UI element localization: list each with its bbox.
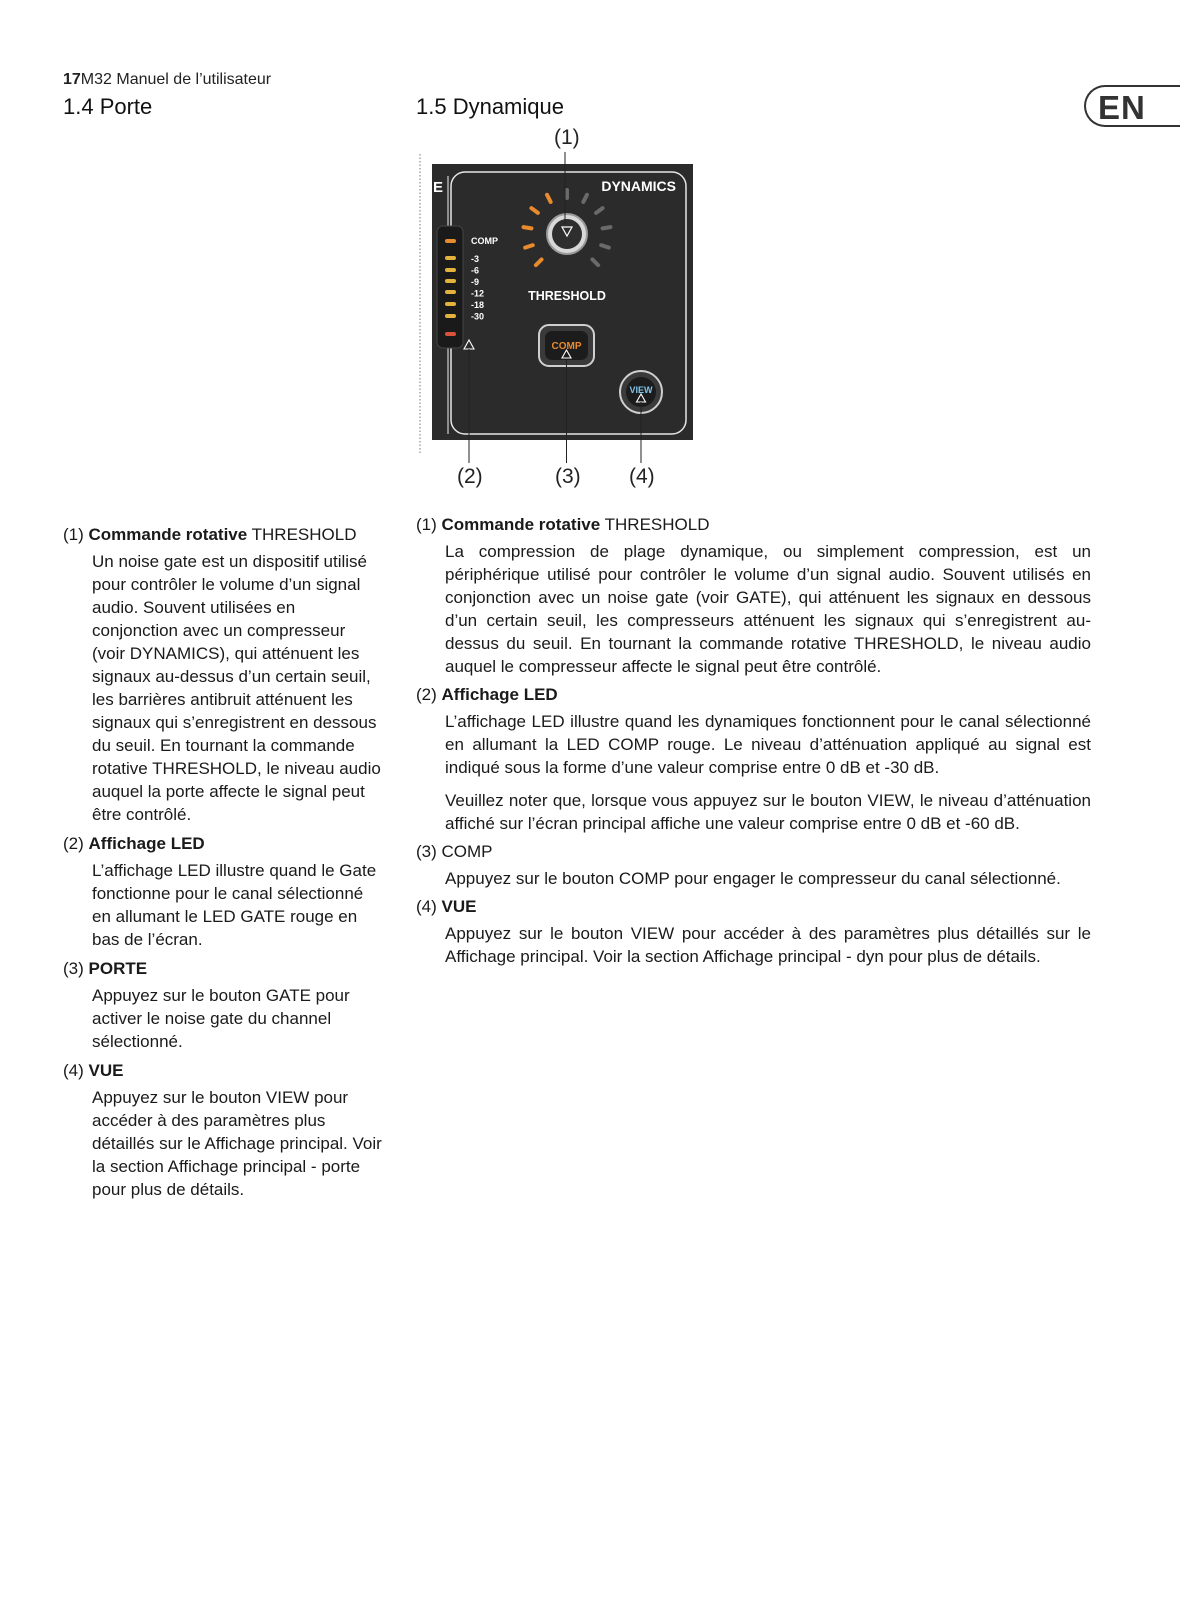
item-number: (2) <box>63 834 84 853</box>
knob-scale-mark <box>524 227 532 228</box>
item-paragraph: Appuyez sur le bouton VIEW pour accéder à des paramètres plus détaillés sur le Affichage principal. Voir la section Affichage principal - dyn pour plus de détails. <box>445 924 1091 966</box>
item-number: (3) <box>416 842 437 861</box>
panel-label: DYNAMICS <box>601 178 676 194</box>
manual-title: M32 Manuel de l’utilisateur <box>80 71 272 88</box>
led-segment <box>445 314 456 318</box>
led-segment <box>445 239 456 243</box>
led-segment <box>445 290 456 294</box>
meter-tick-label: -3 <box>471 254 480 264</box>
knob-scale-mark <box>601 245 609 247</box>
item-heading <box>63 1059 383 1082</box>
meter-tick-label: -6 <box>471 265 480 276</box>
language-code: EN <box>1098 89 1146 126</box>
description-item <box>416 840 1091 890</box>
item-label: Affichage LED <box>441 685 558 704</box>
item-number: (4) <box>63 1061 84 1080</box>
meter-label: COMP <box>471 236 498 246</box>
comp-button-label: COMP <box>551 341 582 352</box>
item-label-plain: COMP <box>441 842 493 861</box>
description-item <box>416 683 1091 835</box>
section-title-porte: 1.4 Porte <box>63 94 153 119</box>
item-heading <box>63 523 383 546</box>
callout-4: (4) <box>629 465 655 488</box>
item-number: (3) <box>63 959 84 978</box>
item-paragraph: Appuyez sur le bouton VIEW pour accéder à des paramètres plus détaillés sur le Affichage principal. Voir la section Affichage principal - porte pour plus de détails. <box>92 1088 382 1199</box>
item-heading <box>416 840 1091 863</box>
description-item <box>416 513 1091 678</box>
item-label: Commande rotative <box>441 515 601 534</box>
item-label-plain: THRESHOLD <box>600 515 710 534</box>
language-badge <box>1084 85 1180 127</box>
led-segment <box>445 279 456 283</box>
description-item <box>63 957 383 1053</box>
item-heading <box>416 683 1091 706</box>
description-item <box>63 523 383 826</box>
led-segment <box>445 302 456 306</box>
view-button-label: VIEW <box>629 385 653 395</box>
meter-tick-label: -9 <box>471 277 480 287</box>
item-heading <box>63 957 383 980</box>
callout-3: (3) <box>555 465 581 488</box>
description-item <box>416 895 1091 968</box>
section-title-dynamique: 1.5 Dynamique <box>416 94 564 119</box>
item-heading <box>416 895 1091 918</box>
knob-label: THRESHOLD <box>528 289 606 303</box>
item-heading <box>63 832 383 855</box>
dynamics-panel-diagram <box>415 128 705 498</box>
item-label: Affichage LED <box>88 834 205 853</box>
item-paragraph: Un noise gate est un dispositif utilisé pour contrôler le volume d’un signal audio. Souvent utilisées en conjonction avec un compresseur (voir DYNAMICS), qui atténuent les signaux au-dessus d’un certain seuil, les barrières antibruit atténuent les signaux qui s’enregistrent en dessous du seuil. En tournant la commande rotative THRESHOLD, le niveau audio auquel la porte affecte le signal peut être contrôlé. <box>92 552 381 824</box>
item-heading <box>416 513 1091 536</box>
dynamics-panel-illustration <box>415 128 705 498</box>
item-label: PORTE <box>88 959 148 978</box>
meter-tick-label: -18 <box>471 300 485 310</box>
item-number: (1) <box>63 525 84 544</box>
page-number: 17 <box>63 71 81 88</box>
item-paragraph: Appuyez sur le bouton GATE pour activer le noise gate du channel sélectionné. <box>92 986 350 1051</box>
item-paragraph: La compression de plage dynamique, ou simplement compression, est un périphérique utilisé pour contrôler le volume d’un signal audio. Souvent utilisés en conjonction avec un noise gate (voir GATE), qui atténuent les signaux en dessous d’un certain seuil, les compresseurs atténuent les signaux qui s’enregistrent au-dessus du seuil. En tournant la commande rotative THRESHOLD, le niveau audio auquel le compresseur affecte le signal peut être contrôlé. <box>445 542 1091 676</box>
callout-1: (1) <box>554 126 580 149</box>
dynamique-description <box>416 513 1091 973</box>
meter-tick-label: -30 <box>471 311 485 322</box>
led-segment <box>445 268 456 272</box>
threshold-knob <box>552 219 582 249</box>
knob-scale-mark <box>603 227 611 228</box>
description-item <box>63 1059 383 1201</box>
page-header <box>63 71 271 89</box>
item-number: (4) <box>416 897 437 916</box>
edge-letter: E <box>433 179 444 196</box>
led-segment <box>445 256 456 260</box>
porte-description <box>63 523 383 1207</box>
item-label: VUE <box>88 1061 124 1080</box>
led-segment <box>445 332 456 336</box>
item-label: VUE <box>441 897 477 916</box>
item-paragraph: Appuyez sur le bouton COMP pour engager le compresseur du canal sélectionné. <box>445 869 1061 888</box>
item-label-plain: THRESHOLD <box>247 525 357 544</box>
item-label: Commande rotative <box>88 525 248 544</box>
item-number: (1) <box>416 515 437 534</box>
description-item <box>63 832 383 951</box>
item-paragraph: Veuillez noter que, lorsque vous appuyez sur le bouton VIEW, le niveau d’atténuation affiché sur l’écran principal affiche une valeur comprise entre 0 dB et -60 dB. <box>445 791 1091 833</box>
meter-tick-label: -12 <box>471 288 485 299</box>
knob-scale-mark <box>525 245 533 247</box>
item-paragraph: L’affichage LED illustre quand les dynamiques fonctionnent pour le canal sélectionné en allumant la LED COMP rouge. Le niveau d’atténuation appliqué au signal est indiqué sous la forme d’une valeur comprise entre 0 dB et -30 dB. <box>445 712 1091 777</box>
callout-2: (2) <box>457 465 483 488</box>
led-meter-housing <box>437 226 463 348</box>
item-paragraph: L’affichage LED illustre quand le Gate fonctionne pour le canal sélectionné en allumant le LED GATE rouge en bas de l’écran. <box>92 861 377 949</box>
item-number: (2) <box>416 685 437 704</box>
